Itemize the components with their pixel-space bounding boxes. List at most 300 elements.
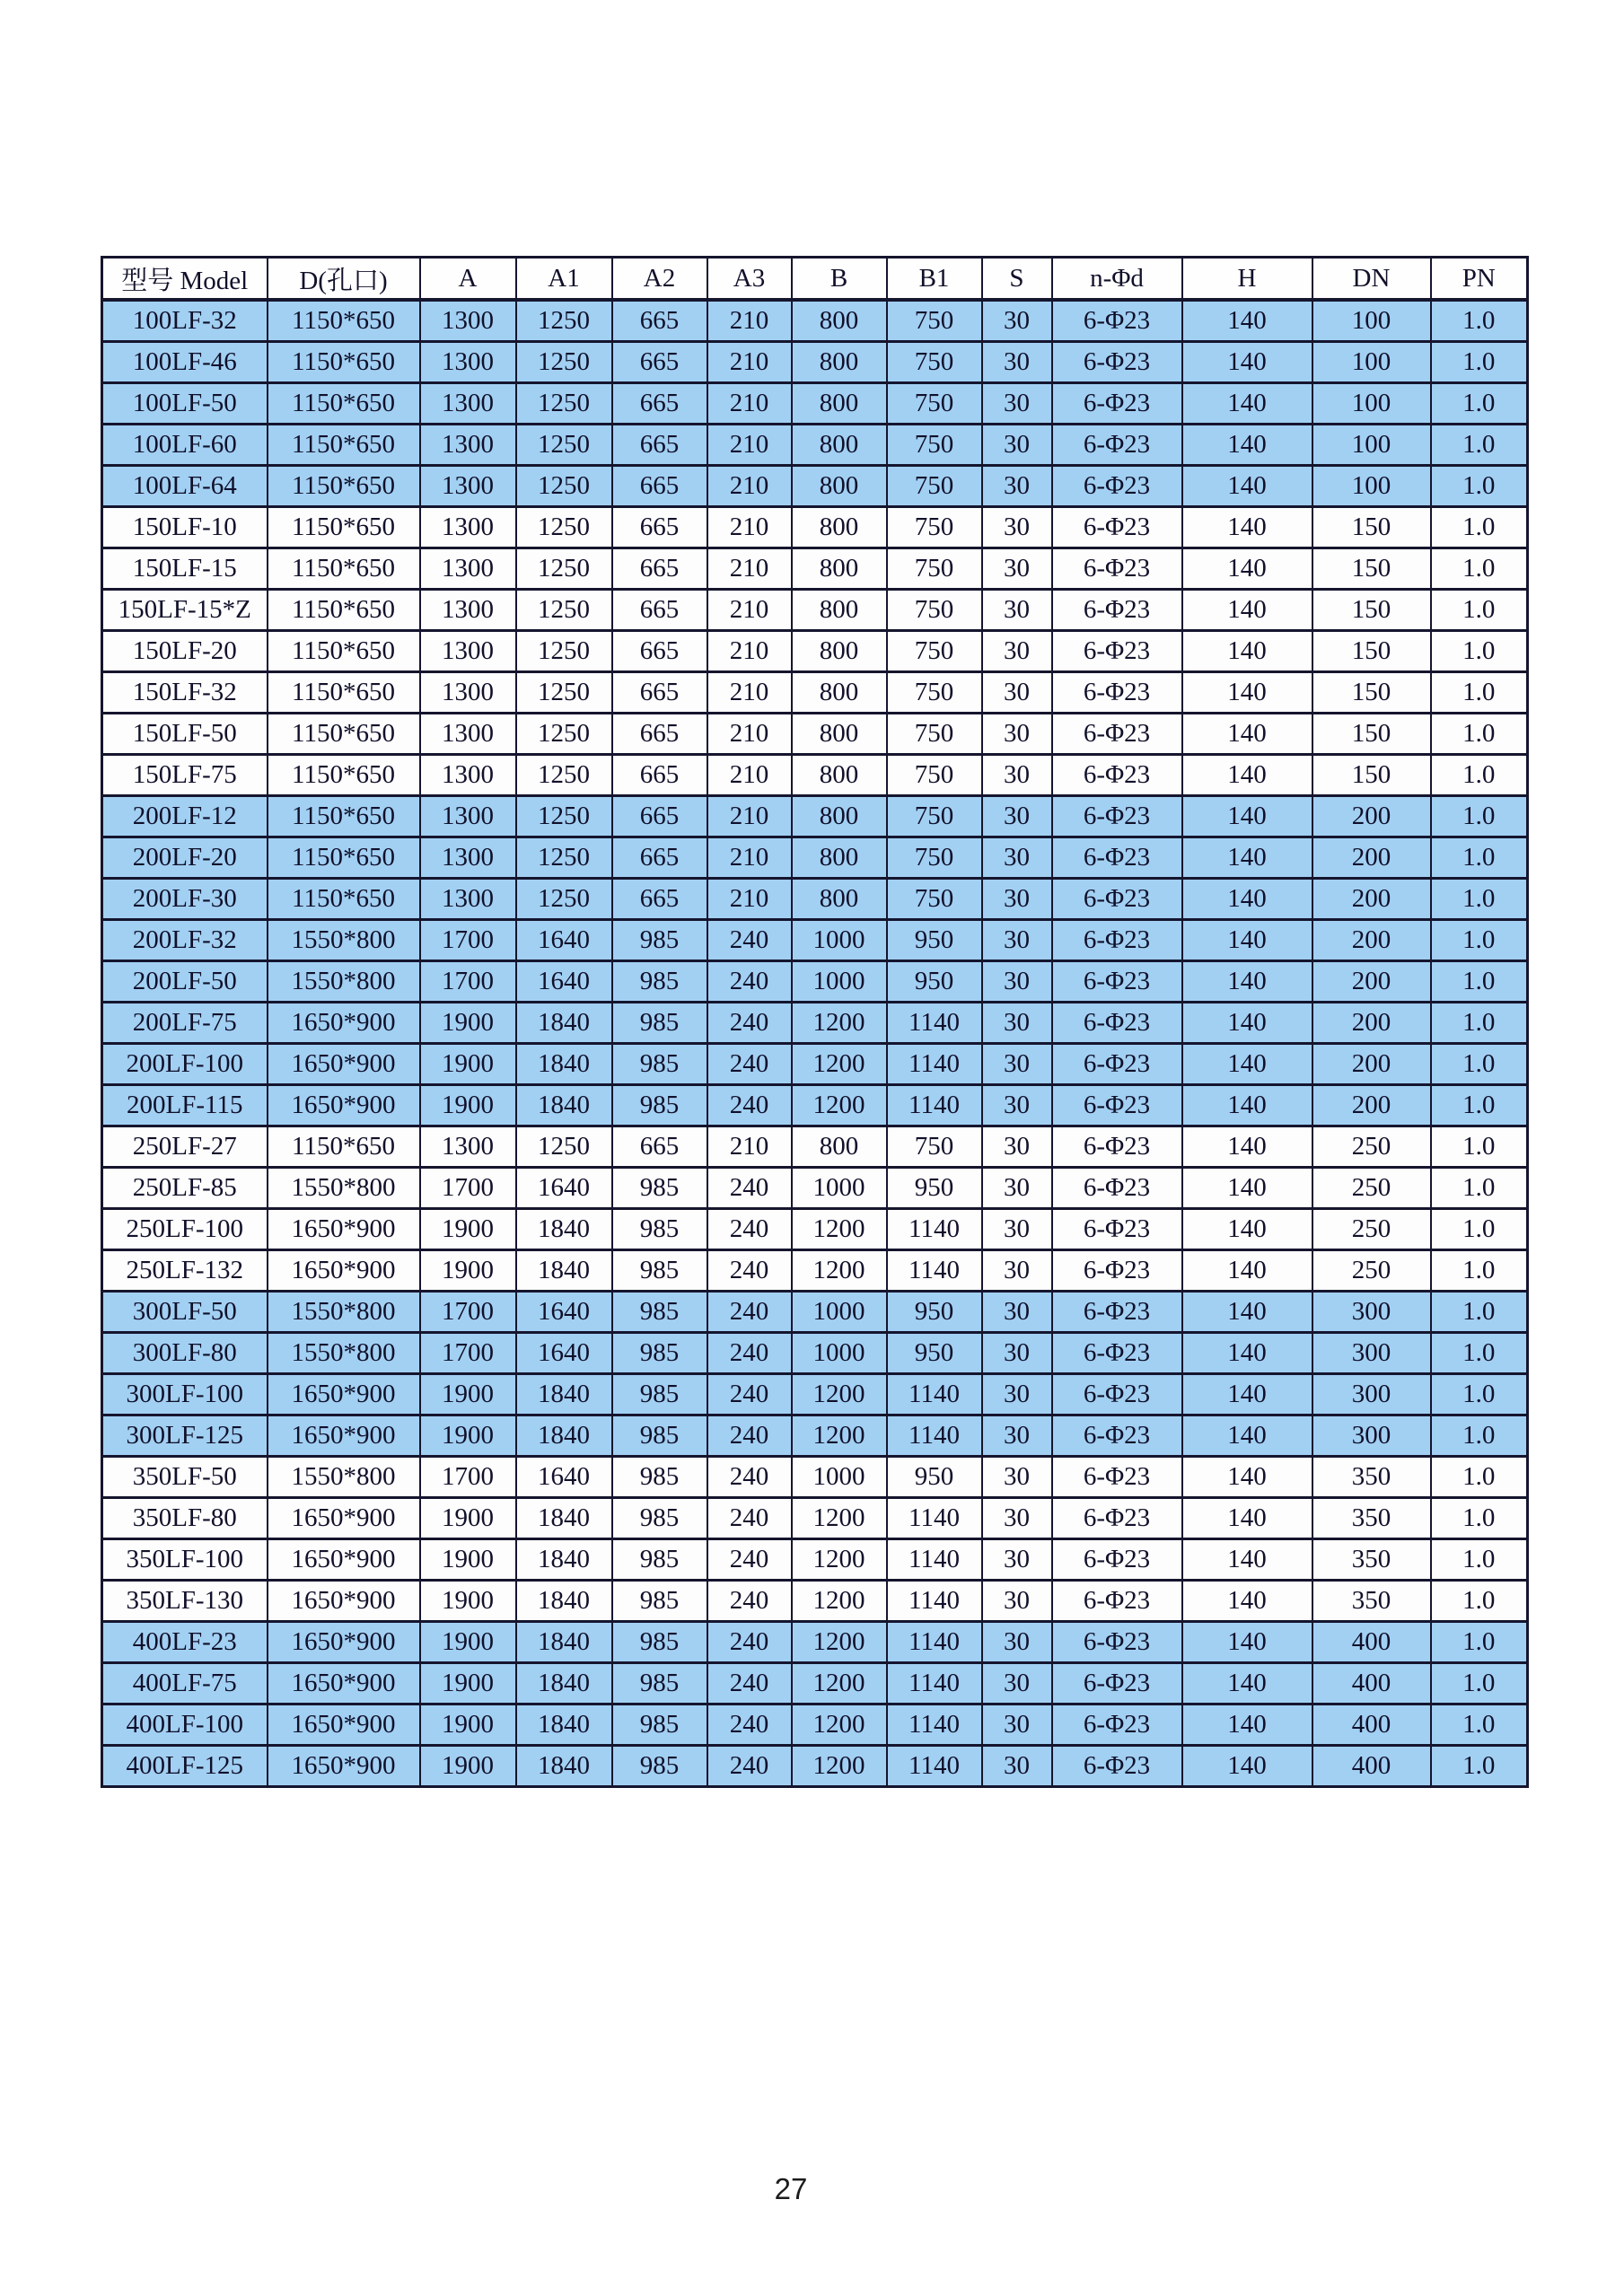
table-row (102, 548, 1528, 589)
value-cell: 30 (982, 754, 1052, 795)
model-cell: 150LF-15*Z (102, 589, 268, 630)
table-row (102, 1291, 1528, 1332)
value-cell: 140 (1182, 1662, 1312, 1704)
value-cell: 1840 (516, 1002, 612, 1043)
model-cell: 100LF-60 (102, 424, 268, 465)
table-row (102, 754, 1528, 795)
value-cell: 1200 (792, 1745, 887, 1786)
value-cell: 1250 (516, 506, 612, 548)
value-cell: 1900 (420, 1538, 516, 1580)
value-cell: 140 (1182, 795, 1312, 837)
value-cell: 1.0 (1431, 1497, 1528, 1538)
value-cell: 30 (982, 630, 1052, 671)
value-cell: 1640 (516, 1167, 612, 1208)
value-cell: 1.0 (1431, 341, 1528, 382)
value-cell: 985 (612, 1043, 707, 1084)
value-cell: 1700 (420, 1456, 516, 1497)
header-cell: A (420, 258, 516, 301)
value-cell: 30 (982, 1456, 1052, 1497)
value-cell: 210 (707, 506, 792, 548)
value-cell: 985 (612, 1580, 707, 1621)
value-cell: 6-Φ23 (1052, 795, 1182, 837)
value-cell: 300 (1312, 1332, 1431, 1373)
value-cell: 140 (1182, 300, 1312, 341)
value-cell: 750 (887, 795, 982, 837)
value-cell: 30 (982, 1580, 1052, 1621)
model-cell: 300LF-80 (102, 1332, 268, 1373)
table-row (102, 1580, 1528, 1621)
value-cell: 6-Φ23 (1052, 382, 1182, 424)
value-cell: 240 (707, 1704, 792, 1745)
value-cell: 665 (612, 341, 707, 382)
value-cell: 6-Φ23 (1052, 1126, 1182, 1167)
value-cell: 30 (982, 1497, 1052, 1538)
value-cell: 800 (792, 300, 887, 341)
value-cell: 6-Φ23 (1052, 1538, 1182, 1580)
value-cell: 1840 (516, 1497, 612, 1538)
value-cell: 30 (982, 1415, 1052, 1456)
value-cell: 1550*800 (268, 1167, 420, 1208)
table-row (102, 960, 1528, 1002)
value-cell: 140 (1182, 1167, 1312, 1208)
value-cell: 240 (707, 1043, 792, 1084)
value-cell: 200 (1312, 960, 1431, 1002)
value-cell: 100 (1312, 465, 1431, 506)
value-cell: 800 (792, 754, 887, 795)
value-cell: 1140 (887, 1538, 982, 1580)
value-cell: 6-Φ23 (1052, 713, 1182, 754)
value-cell: 1.0 (1431, 1043, 1528, 1084)
header-cell: A2 (612, 258, 707, 301)
model-cell: 350LF-50 (102, 1456, 268, 1497)
value-cell: 800 (792, 878, 887, 919)
value-cell: 1140 (887, 1415, 982, 1456)
value-cell: 1200 (792, 1415, 887, 1456)
value-cell: 6-Φ23 (1052, 300, 1182, 341)
model-cell: 150LF-20 (102, 630, 268, 671)
value-cell: 800 (792, 630, 887, 671)
value-cell: 210 (707, 424, 792, 465)
value-cell: 1550*800 (268, 919, 420, 960)
model-cell: 250LF-132 (102, 1249, 268, 1291)
value-cell: 1250 (516, 630, 612, 671)
table-row (102, 671, 1528, 713)
value-cell: 1200 (792, 1621, 887, 1662)
value-cell: 985 (612, 1662, 707, 1704)
value-cell: 750 (887, 506, 982, 548)
value-cell: 1650*900 (268, 1043, 420, 1084)
value-cell: 1700 (420, 919, 516, 960)
table-row (102, 795, 1528, 837)
value-cell: 1200 (792, 1538, 887, 1580)
value-cell: 1140 (887, 1621, 982, 1662)
model-cell: 250LF-85 (102, 1167, 268, 1208)
value-cell: 30 (982, 1249, 1052, 1291)
value-cell: 140 (1182, 1456, 1312, 1497)
value-cell: 210 (707, 754, 792, 795)
value-cell: 1640 (516, 1291, 612, 1332)
value-cell: 30 (982, 837, 1052, 878)
value-cell: 750 (887, 382, 982, 424)
value-cell: 1900 (420, 1621, 516, 1662)
value-cell: 1.0 (1431, 1249, 1528, 1291)
value-cell: 200 (1312, 837, 1431, 878)
value-cell: 6-Φ23 (1052, 341, 1182, 382)
value-cell: 1.0 (1431, 1704, 1528, 1745)
model-cell: 150LF-32 (102, 671, 268, 713)
value-cell: 1150*650 (268, 630, 420, 671)
value-cell: 1150*650 (268, 754, 420, 795)
value-cell: 140 (1182, 630, 1312, 671)
value-cell: 6-Φ23 (1052, 1373, 1182, 1415)
value-cell: 1300 (420, 630, 516, 671)
value-cell: 210 (707, 1126, 792, 1167)
value-cell: 6-Φ23 (1052, 1662, 1182, 1704)
value-cell: 30 (982, 1538, 1052, 1580)
value-cell: 985 (612, 1415, 707, 1456)
value-cell: 6-Φ23 (1052, 1043, 1182, 1084)
value-cell: 30 (982, 1332, 1052, 1373)
table-row (102, 1415, 1528, 1456)
value-cell: 1200 (792, 1662, 887, 1704)
value-cell: 1250 (516, 589, 612, 630)
table-row (102, 1456, 1528, 1497)
model-cell: 300LF-50 (102, 1291, 268, 1332)
header-cell: S (982, 258, 1052, 301)
value-cell: 6-Φ23 (1052, 1167, 1182, 1208)
table-row (102, 1208, 1528, 1249)
value-cell: 400 (1312, 1662, 1431, 1704)
value-cell: 240 (707, 1084, 792, 1126)
table-row (102, 1332, 1528, 1373)
value-cell: 140 (1182, 713, 1312, 754)
value-cell: 210 (707, 630, 792, 671)
value-cell: 210 (707, 382, 792, 424)
value-cell: 1.0 (1431, 713, 1528, 754)
model-cell: 400LF-23 (102, 1621, 268, 1662)
value-cell: 1640 (516, 1332, 612, 1373)
value-cell: 30 (982, 1704, 1052, 1745)
value-cell: 800 (792, 382, 887, 424)
value-cell: 30 (982, 1373, 1052, 1415)
value-cell: 1250 (516, 300, 612, 341)
value-cell: 1650*900 (268, 1745, 420, 1786)
value-cell: 30 (982, 1167, 1052, 1208)
value-cell: 30 (982, 589, 1052, 630)
model-cell: 100LF-46 (102, 341, 268, 382)
value-cell: 140 (1182, 589, 1312, 630)
value-cell: 750 (887, 300, 982, 341)
value-cell: 1300 (420, 878, 516, 919)
value-cell: 30 (982, 878, 1052, 919)
model-cell: 100LF-32 (102, 300, 268, 341)
table-header-row (102, 258, 1528, 301)
value-cell: 1200 (792, 1497, 887, 1538)
value-cell: 950 (887, 919, 982, 960)
value-cell: 150 (1312, 506, 1431, 548)
model-cell: 150LF-10 (102, 506, 268, 548)
value-cell: 665 (612, 754, 707, 795)
value-cell: 1250 (516, 341, 612, 382)
value-cell: 140 (1182, 1621, 1312, 1662)
value-cell: 1.0 (1431, 589, 1528, 630)
value-cell: 750 (887, 1126, 982, 1167)
value-cell: 1000 (792, 1332, 887, 1373)
header-cell: A3 (707, 258, 792, 301)
value-cell: 250 (1312, 1249, 1431, 1291)
value-cell: 400 (1312, 1745, 1431, 1786)
model-cell: 200LF-50 (102, 960, 268, 1002)
value-cell: 1840 (516, 1084, 612, 1126)
value-cell: 1300 (420, 671, 516, 713)
value-cell: 985 (612, 1745, 707, 1786)
value-cell: 1200 (792, 1580, 887, 1621)
value-cell: 1.0 (1431, 671, 1528, 713)
value-cell: 1150*650 (268, 878, 420, 919)
value-cell: 1150*650 (268, 506, 420, 548)
value-cell: 1250 (516, 878, 612, 919)
value-cell: 1900 (420, 1002, 516, 1043)
value-cell: 950 (887, 1291, 982, 1332)
value-cell: 140 (1182, 548, 1312, 589)
value-cell: 1250 (516, 795, 612, 837)
value-cell: 1250 (516, 424, 612, 465)
value-cell: 950 (887, 960, 982, 1002)
value-cell: 800 (792, 548, 887, 589)
value-cell: 150 (1312, 713, 1431, 754)
value-cell: 30 (982, 960, 1052, 1002)
value-cell: 1250 (516, 1126, 612, 1167)
value-cell: 30 (982, 1002, 1052, 1043)
value-cell: 1300 (420, 341, 516, 382)
value-cell: 140 (1182, 1538, 1312, 1580)
value-cell: 140 (1182, 341, 1312, 382)
value-cell: 30 (982, 506, 1052, 548)
value-cell: 6-Φ23 (1052, 1580, 1182, 1621)
value-cell: 800 (792, 713, 887, 754)
value-cell: 1900 (420, 1580, 516, 1621)
value-cell: 6-Φ23 (1052, 506, 1182, 548)
value-cell: 1150*650 (268, 795, 420, 837)
page-number: 27 (774, 2172, 808, 2205)
value-cell: 1.0 (1431, 465, 1528, 506)
table-row (102, 1126, 1528, 1167)
model-cell: 400LF-125 (102, 1745, 268, 1786)
value-cell: 1840 (516, 1249, 612, 1291)
header-cell: D(孔口) (268, 258, 420, 301)
value-cell: 240 (707, 1332, 792, 1373)
value-cell: 1300 (420, 548, 516, 589)
value-cell: 30 (982, 1662, 1052, 1704)
value-cell: 6-Φ23 (1052, 548, 1182, 589)
value-cell: 1150*650 (268, 713, 420, 754)
value-cell: 30 (982, 919, 1052, 960)
value-cell: 6-Φ23 (1052, 1456, 1182, 1497)
value-cell: 100 (1312, 382, 1431, 424)
value-cell: 6-Φ23 (1052, 919, 1182, 960)
value-cell: 985 (612, 1208, 707, 1249)
value-cell: 950 (887, 1456, 982, 1497)
value-cell: 1200 (792, 1084, 887, 1126)
value-cell: 1140 (887, 1208, 982, 1249)
value-cell: 30 (982, 1621, 1052, 1662)
model-cell: 300LF-100 (102, 1373, 268, 1415)
value-cell: 1140 (887, 1580, 982, 1621)
value-cell: 750 (887, 837, 982, 878)
value-cell: 140 (1182, 1084, 1312, 1126)
value-cell: 665 (612, 382, 707, 424)
value-cell: 140 (1182, 1332, 1312, 1373)
value-cell: 1.0 (1431, 1084, 1528, 1126)
value-cell: 1000 (792, 960, 887, 1002)
value-cell: 150 (1312, 671, 1431, 713)
value-cell: 1300 (420, 506, 516, 548)
table-row (102, 1497, 1528, 1538)
model-cell: 200LF-30 (102, 878, 268, 919)
table-row (102, 878, 1528, 919)
value-cell: 140 (1182, 1373, 1312, 1415)
value-cell: 250 (1312, 1167, 1431, 1208)
value-cell: 985 (612, 1291, 707, 1332)
header-cell: DN (1312, 258, 1431, 301)
value-cell: 1840 (516, 1208, 612, 1249)
value-cell: 30 (982, 341, 1052, 382)
value-cell: 1200 (792, 1002, 887, 1043)
value-cell: 665 (612, 548, 707, 589)
value-cell: 1900 (420, 1373, 516, 1415)
value-cell: 240 (707, 1497, 792, 1538)
table-row (102, 919, 1528, 960)
value-cell: 1900 (420, 1415, 516, 1456)
value-cell: 1300 (420, 837, 516, 878)
value-cell: 1000 (792, 919, 887, 960)
value-cell: 140 (1182, 506, 1312, 548)
value-cell: 800 (792, 506, 887, 548)
value-cell: 6-Φ23 (1052, 630, 1182, 671)
table-row (102, 1167, 1528, 1208)
value-cell: 240 (707, 1373, 792, 1415)
value-cell: 1250 (516, 837, 612, 878)
header-cell: A1 (516, 258, 612, 301)
value-cell: 140 (1182, 382, 1312, 424)
value-cell: 210 (707, 713, 792, 754)
value-cell: 240 (707, 1249, 792, 1291)
table-row (102, 424, 1528, 465)
model-cell: 200LF-20 (102, 837, 268, 878)
value-cell: 1900 (420, 1704, 516, 1745)
value-cell: 240 (707, 1621, 792, 1662)
value-cell: 1550*800 (268, 1291, 420, 1332)
value-cell: 1.0 (1431, 506, 1528, 548)
value-cell: 210 (707, 837, 792, 878)
value-cell: 750 (887, 424, 982, 465)
value-cell: 1150*650 (268, 589, 420, 630)
value-cell: 985 (612, 1497, 707, 1538)
value-cell: 210 (707, 465, 792, 506)
value-cell: 800 (792, 1126, 887, 1167)
model-cell: 250LF-27 (102, 1126, 268, 1167)
value-cell: 200 (1312, 1084, 1431, 1126)
model-cell: 400LF-75 (102, 1662, 268, 1704)
value-cell: 1200 (792, 1249, 887, 1291)
value-cell: 210 (707, 671, 792, 713)
value-cell: 6-Φ23 (1052, 589, 1182, 630)
value-cell: 140 (1182, 465, 1312, 506)
value-cell: 200 (1312, 795, 1431, 837)
table-row (102, 630, 1528, 671)
value-cell: 800 (792, 837, 887, 878)
value-cell: 1140 (887, 1704, 982, 1745)
value-cell: 1650*900 (268, 1621, 420, 1662)
value-cell: 1300 (420, 795, 516, 837)
model-cell: 100LF-50 (102, 382, 268, 424)
table-row (102, 1002, 1528, 1043)
value-cell: 100 (1312, 300, 1431, 341)
value-cell: 1150*650 (268, 382, 420, 424)
value-cell: 1650*900 (268, 1208, 420, 1249)
value-cell: 210 (707, 341, 792, 382)
value-cell: 1140 (887, 1373, 982, 1415)
value-cell: 200 (1312, 919, 1431, 960)
value-cell: 1150*650 (268, 465, 420, 506)
value-cell: 800 (792, 465, 887, 506)
model-cell: 200LF-32 (102, 919, 268, 960)
value-cell: 250 (1312, 1126, 1431, 1167)
value-cell: 665 (612, 795, 707, 837)
value-cell: 1840 (516, 1043, 612, 1084)
value-cell: 210 (707, 300, 792, 341)
value-cell: 240 (707, 1291, 792, 1332)
value-cell: 1900 (420, 1208, 516, 1249)
spec-table (101, 256, 1529, 1788)
table-row (102, 1043, 1528, 1084)
value-cell: 6-Φ23 (1052, 1208, 1182, 1249)
value-cell: 1700 (420, 960, 516, 1002)
value-cell: 140 (1182, 1043, 1312, 1084)
value-cell: 30 (982, 382, 1052, 424)
value-cell: 240 (707, 960, 792, 1002)
value-cell: 30 (982, 1745, 1052, 1786)
value-cell: 150 (1312, 589, 1431, 630)
value-cell: 140 (1182, 424, 1312, 465)
value-cell: 1300 (420, 382, 516, 424)
value-cell: 1.0 (1431, 1002, 1528, 1043)
value-cell: 665 (612, 1126, 707, 1167)
value-cell: 1650*900 (268, 1662, 420, 1704)
value-cell: 1840 (516, 1373, 612, 1415)
value-cell: 1550*800 (268, 960, 420, 1002)
value-cell: 800 (792, 795, 887, 837)
value-cell: 1140 (887, 1084, 982, 1126)
table-row (102, 1621, 1528, 1662)
value-cell: 985 (612, 1456, 707, 1497)
value-cell: 140 (1182, 878, 1312, 919)
value-cell: 1250 (516, 382, 612, 424)
value-cell: 150 (1312, 630, 1431, 671)
value-cell: 240 (707, 919, 792, 960)
value-cell: 1150*650 (268, 1126, 420, 1167)
header-cell: H (1182, 258, 1312, 301)
value-cell: 400 (1312, 1621, 1431, 1662)
table-row (102, 1662, 1528, 1704)
value-cell: 1900 (420, 1043, 516, 1084)
table-row (102, 341, 1528, 382)
value-cell: 6-Φ23 (1052, 1704, 1182, 1745)
value-cell: 1300 (420, 589, 516, 630)
header-cell: PN (1431, 258, 1528, 301)
value-cell: 1.0 (1431, 960, 1528, 1002)
value-cell: 6-Φ23 (1052, 1084, 1182, 1126)
